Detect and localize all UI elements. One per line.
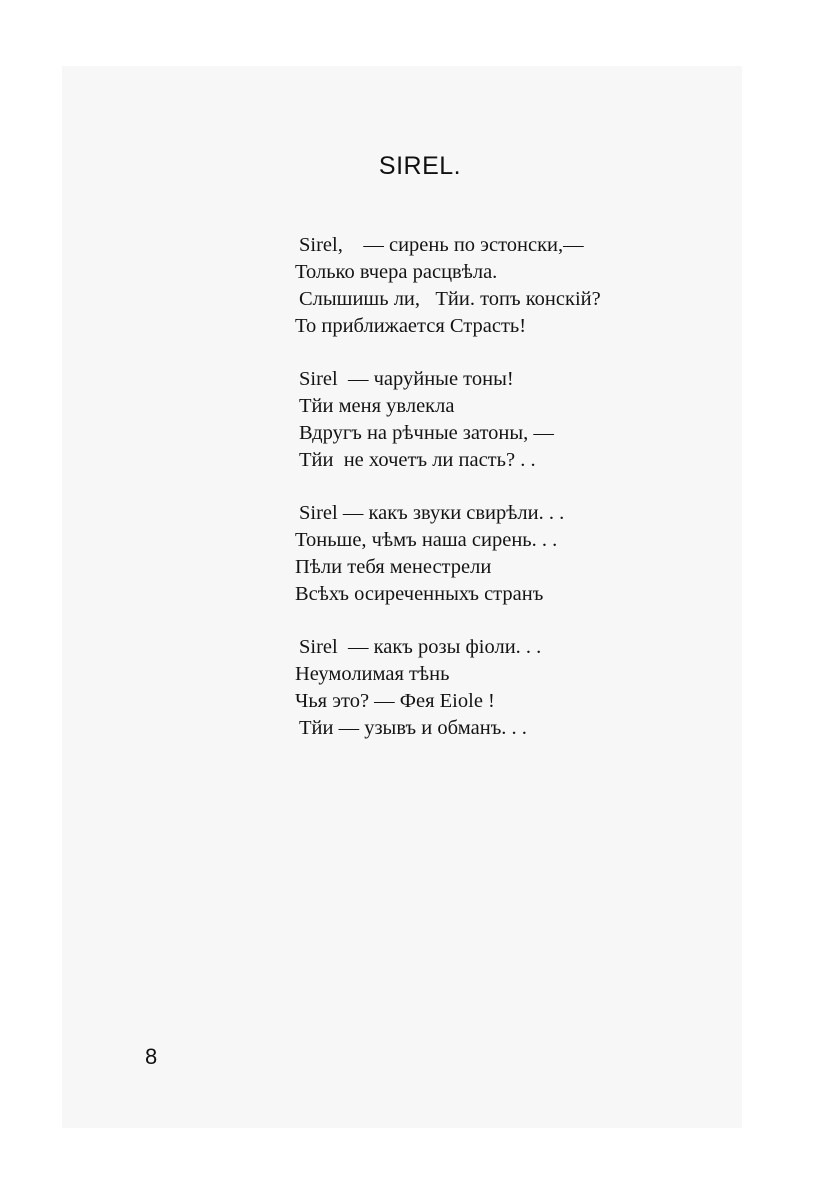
poem-title: SIREL. — [378, 152, 462, 180]
poem-line: Неумолимая тѣнь — [295, 663, 450, 685]
stanza-2 — [295, 366, 601, 474]
stanza-1 — [295, 232, 601, 340]
stanza-3 — [295, 500, 601, 608]
poem-line: Тйи меня увлекла — [299, 395, 455, 417]
page-number: 8 — [145, 1044, 158, 1069]
poem-body — [295, 232, 601, 768]
poem-line: Sirel — какъ звуки свирѣли. . . — [299, 502, 565, 524]
poem-line: Sirel, — сирень по эстонски,— — [299, 234, 584, 256]
poem-line: Слышишь ли, Тйи. топъ конскій? — [299, 288, 601, 310]
poem-line: Sirel — чаруйные тоны! — [299, 368, 514, 390]
poem-line: Sirel — какъ розы фіоли. . . — [299, 636, 542, 658]
poem-line: То приближается Страсть! — [295, 315, 527, 337]
poem-line: Только вчера расцвѣла. — [295, 261, 498, 283]
stanza-4 — [295, 634, 601, 742]
poem-line: Вдругъ на рѣчные затоны, — — [299, 422, 554, 444]
poem-line: Чья это? — Фея Eiole ! — [295, 690, 495, 712]
poem-line: Всѣхъ осиреченныхъ странъ — [295, 583, 544, 605]
poem-line: Тйи — узывъ и обманъ. . . — [299, 717, 527, 739]
poem-line: Пѣли тебя менестрели — [295, 556, 492, 578]
poem-line: Тоньше, чѣмъ наша сирень. . . — [295, 529, 558, 551]
poem-line: Тйи не хочетъ ли пасть? . . — [299, 449, 536, 471]
